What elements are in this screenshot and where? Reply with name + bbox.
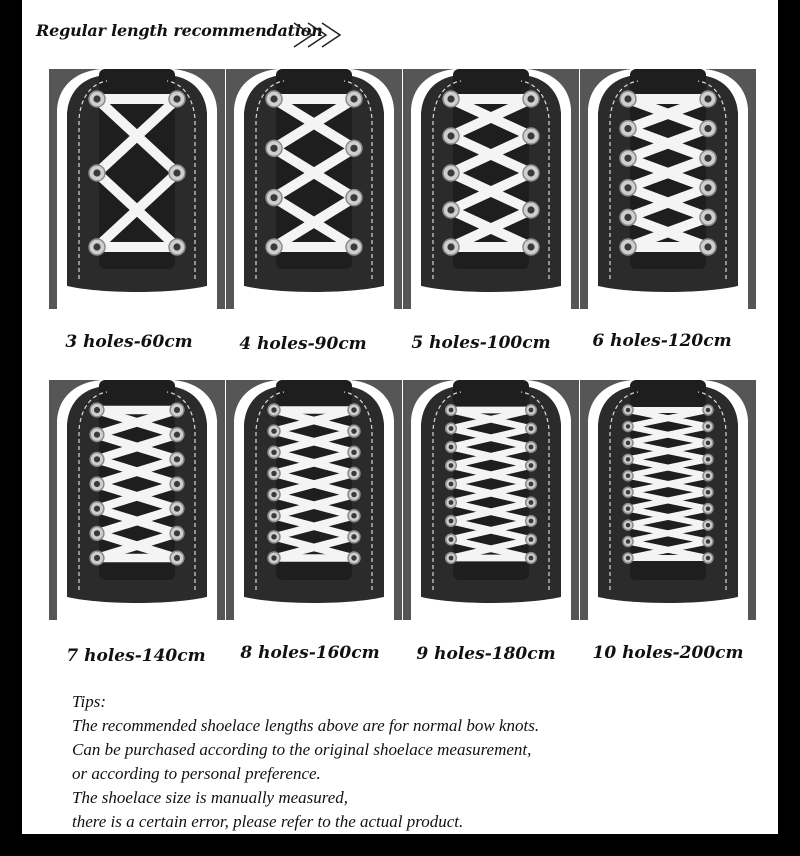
shoe-illustration-4-holes [226,69,402,309]
tips-block [72,690,712,834]
length-label-10-holes: 10 holes-200cm [592,643,744,663]
length-label-9-holes: 9 holes-180cm [416,644,556,664]
shoe-illustration-6-holes [580,69,756,309]
length-label-6-holes: 6 holes-120cm [592,331,732,351]
length-label-4-holes: 4 holes-90cm [239,334,367,354]
tips-line: or according to personal preference. [72,764,321,783]
tips-line: The shoelace size is manually measured, [72,788,349,807]
length-label-5-holes: 5 holes-100cm [411,333,551,353]
shoe-illustration-3-holes [49,69,225,309]
double-chevron-right-icon [290,19,348,55]
shoe-illustration-10-holes [580,380,756,620]
section-title: Regular length recommendation [36,21,323,40]
shoe-illustration-5-holes [403,69,579,309]
tips-line: there is a certain error, please refer to the actual product. [72,812,464,831]
shoe-illustration-7-holes [49,380,225,620]
length-label-3-holes: 3 holes-60cm [65,332,193,352]
tips-line: Can be purchased according to the original shoelace measurement, [72,740,532,759]
length-label-7-holes: 7 holes-140cm [66,646,206,666]
tips-line: The recommended shoelace lengths above are for normal bow knots. [72,716,540,735]
shoe-illustration-9-holes [403,380,579,620]
bottom-border [0,834,800,856]
length-label-8-holes: 8 holes-160cm [240,643,380,663]
shoe-illustration-8-holes [226,380,402,620]
tips-heading: Tips: [72,692,107,711]
